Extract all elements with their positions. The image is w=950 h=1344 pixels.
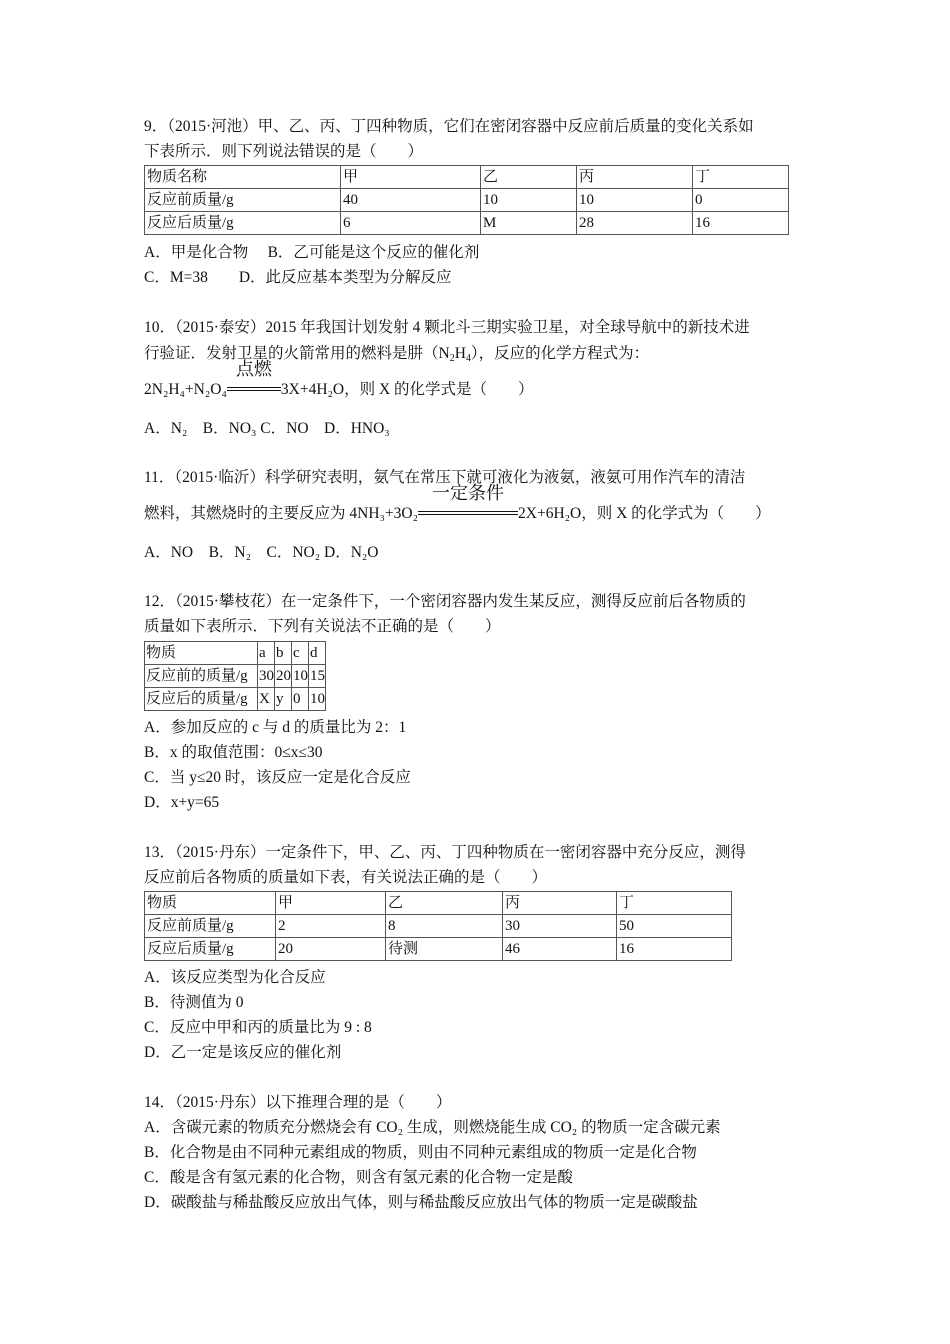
table-row [145, 688, 326, 711]
q14-option-a: A．含碳元素的物质充分燃烧会有 CO₂ 生成，则燃烧能生成 CO₂ 的物质一定含碳元素 [144, 1119, 721, 1136]
table-cell: 物质名称 [145, 166, 341, 189]
table-cell: c [292, 642, 309, 665]
table-cell: 乙 [386, 892, 503, 915]
q12-option-a: A．参加反应的 c 与 d 的质量比为 2：1 [144, 719, 407, 736]
q11-equals-bar [418, 511, 518, 515]
table-cell: 10 [577, 189, 693, 212]
q10-stem-text-e: ），反应的化学方程式为： [470, 345, 650, 362]
table-row [145, 892, 732, 915]
q10-options: A．N₂ B．NO₃ C．NO D．HNO₃ [144, 420, 390, 437]
q10-equation [144, 359, 534, 400]
q13-option-b: B．待测值为 0 [144, 994, 244, 1011]
table-cell: 50 [617, 915, 732, 938]
table-cell: d [309, 642, 326, 665]
q13-option-a: A．该反应类型为化合反应 [144, 969, 326, 986]
q10-eq-left: 2N₂H₄+N₂O₄ [144, 381, 227, 398]
table-cell: 乙 [481, 166, 577, 189]
table-cell: M [481, 212, 577, 235]
table-cell: 10 [292, 665, 309, 688]
table-cell: 反应后的质量/g [145, 688, 258, 711]
table-cell: 10 [481, 189, 577, 212]
table-cell: 0 [693, 189, 789, 212]
q10-equals-bar [227, 387, 281, 391]
q14-stem: 14．（2015·丹东）以下推理合理的是（ ） [144, 1094, 452, 1111]
table-cell: 40 [341, 189, 481, 212]
q10-stem-text-c: H [454, 345, 466, 362]
q12-stem-line1: 12．（2015·攀枝花）在一定条件下，一个密闭容器内发生某反应，测得反应前后各物质的 [144, 593, 746, 610]
table-row [145, 938, 732, 961]
q10-eq-right: 3X+4H₂O，则 X 的化学式是（ ） [280, 381, 534, 398]
q10-eq-condition: 点燃 [235, 359, 272, 380]
table-cell: 0 [292, 688, 309, 711]
q10-stem-text-a: 行验证．发射卫星的火箭常用的燃料是肼（N [144, 345, 450, 362]
q10-stem-sub-a: 2 [449, 353, 455, 364]
q12-stem-line2: 质量如下表所示．下列有关说法不正确的是（ ） [144, 618, 501, 635]
table-cell: 反应后质量/g [145, 938, 276, 961]
q9-stem-line1: 9．（2015·河池）甲、乙、丙、丁四种物质，它们在密闭容器中反应前后质量的变化关系如 [144, 118, 754, 135]
table-cell: 30 [258, 665, 275, 688]
q14-option-d: D．碳酸盐与稀盐酸反应放出气体，则与稀盐酸反应放出气体的物质一定是碳酸盐 [144, 1194, 698, 1211]
table-cell: b [275, 642, 292, 665]
table-cell: 16 [693, 212, 789, 235]
table-row [145, 665, 326, 688]
q10-stem-line2 [144, 344, 649, 364]
table-cell: 丁 [693, 166, 789, 189]
q10-reaction-sign [227, 359, 281, 400]
q13-option-c: C．反应中甲和丙的质量比为 9 : 8 [144, 1019, 372, 1036]
table-cell: 丁 [617, 892, 732, 915]
q10-stem-line1: 10．（2015·泰安）2015 年我国计划发射 4 颗北斗三期实验卫星，对全球导航中的新技术进 [144, 319, 750, 336]
table-cell: a [258, 642, 275, 665]
q13-stem-line1: 13．（2015·丹东）一定条件下，甲、乙、丙、丁四种物质在一密闭容器中充分反应，测得 [144, 844, 746, 861]
table-cell: 30 [503, 915, 617, 938]
table-cell: 2 [276, 915, 386, 938]
q14-option-b: B．化合物是由不同种元素组成的物质，则由不同种元素组成的物质一定是化合物 [144, 1144, 697, 1161]
table-cell: 8 [386, 915, 503, 938]
table-row [145, 189, 789, 212]
table-cell: 16 [617, 938, 732, 961]
table-cell: 28 [577, 212, 693, 235]
q14-option-c: C．酸是含有氢元素的化合物，则含有氢元素的化合物一定是酸 [144, 1169, 573, 1186]
table-cell: y [275, 688, 292, 711]
table-cell: 46 [503, 938, 617, 961]
q12-option-b: B．x 的取值范围：0≤x≤30 [144, 744, 323, 761]
q13-table [144, 891, 732, 961]
table-row [145, 166, 789, 189]
table-cell: 6 [341, 212, 481, 235]
table-cell: X [258, 688, 275, 711]
q12-table [144, 641, 326, 711]
table-cell: 丙 [577, 166, 693, 189]
q11-options: A．NO B．N₂ C．NO₂ D．N₂O [144, 544, 379, 561]
q9-options-line1: A．甲是化合物 B．乙可能是这个反应的催化剂 [144, 244, 480, 261]
table-row [145, 642, 326, 665]
q9-table [144, 165, 789, 235]
table-cell: 反应前质量/g [145, 915, 276, 938]
table-cell: 20 [276, 938, 386, 961]
table-cell: 甲 [341, 166, 481, 189]
q13-stem-line2: 反应前后各物质的质量如下表，有关说法正确的是（ ） [144, 869, 548, 886]
table-cell: 甲 [276, 892, 386, 915]
table-cell: 丙 [503, 892, 617, 915]
q9-options-line2: C．M=38 D．此反应基本类型为分解反应 [144, 269, 452, 286]
q12-option-d: D．x+y=65 [144, 794, 220, 811]
q9-stem-line2: 下表所示．则下列说法错误的是（ ） [144, 143, 424, 160]
table-cell: 物质 [145, 892, 276, 915]
table-cell: 反应前的质量/g [145, 665, 258, 688]
table-cell: 物质 [145, 642, 258, 665]
q12-option-c: C．当 y≤20 时，该反应一定是化合反应 [144, 769, 411, 786]
table-cell: 15 [309, 665, 326, 688]
q11-eq-prefix: 燃料，其燃烧时的主要反应为 4NH₃+3O₂ [144, 505, 419, 522]
table-row [145, 212, 789, 235]
q11-eq-suffix: 2X+6H₂O，则 X 的化学式为（ ） [518, 505, 771, 522]
q11-reaction-sign [418, 483, 518, 524]
table-cell: 20 [275, 665, 292, 688]
table-cell: 待测 [386, 938, 503, 961]
table-cell: 反应后质量/g [145, 212, 341, 235]
q11-stem-line1: 11．（2015·临沂）科学研究表明，氨气在常压下就可液化为液氨，液氨可用作汽车的清洁 [144, 469, 746, 486]
q10-stem-sub-d: 4 [465, 353, 471, 364]
q13-option-d: D．乙一定是该反应的催化剂 [144, 1044, 342, 1061]
q11-equation [144, 483, 771, 524]
q11-eq-condition: 一定条件 [432, 483, 505, 504]
table-cell: 反应前质量/g [145, 189, 341, 212]
table-cell: 10 [309, 688, 326, 711]
table-row [145, 915, 732, 938]
